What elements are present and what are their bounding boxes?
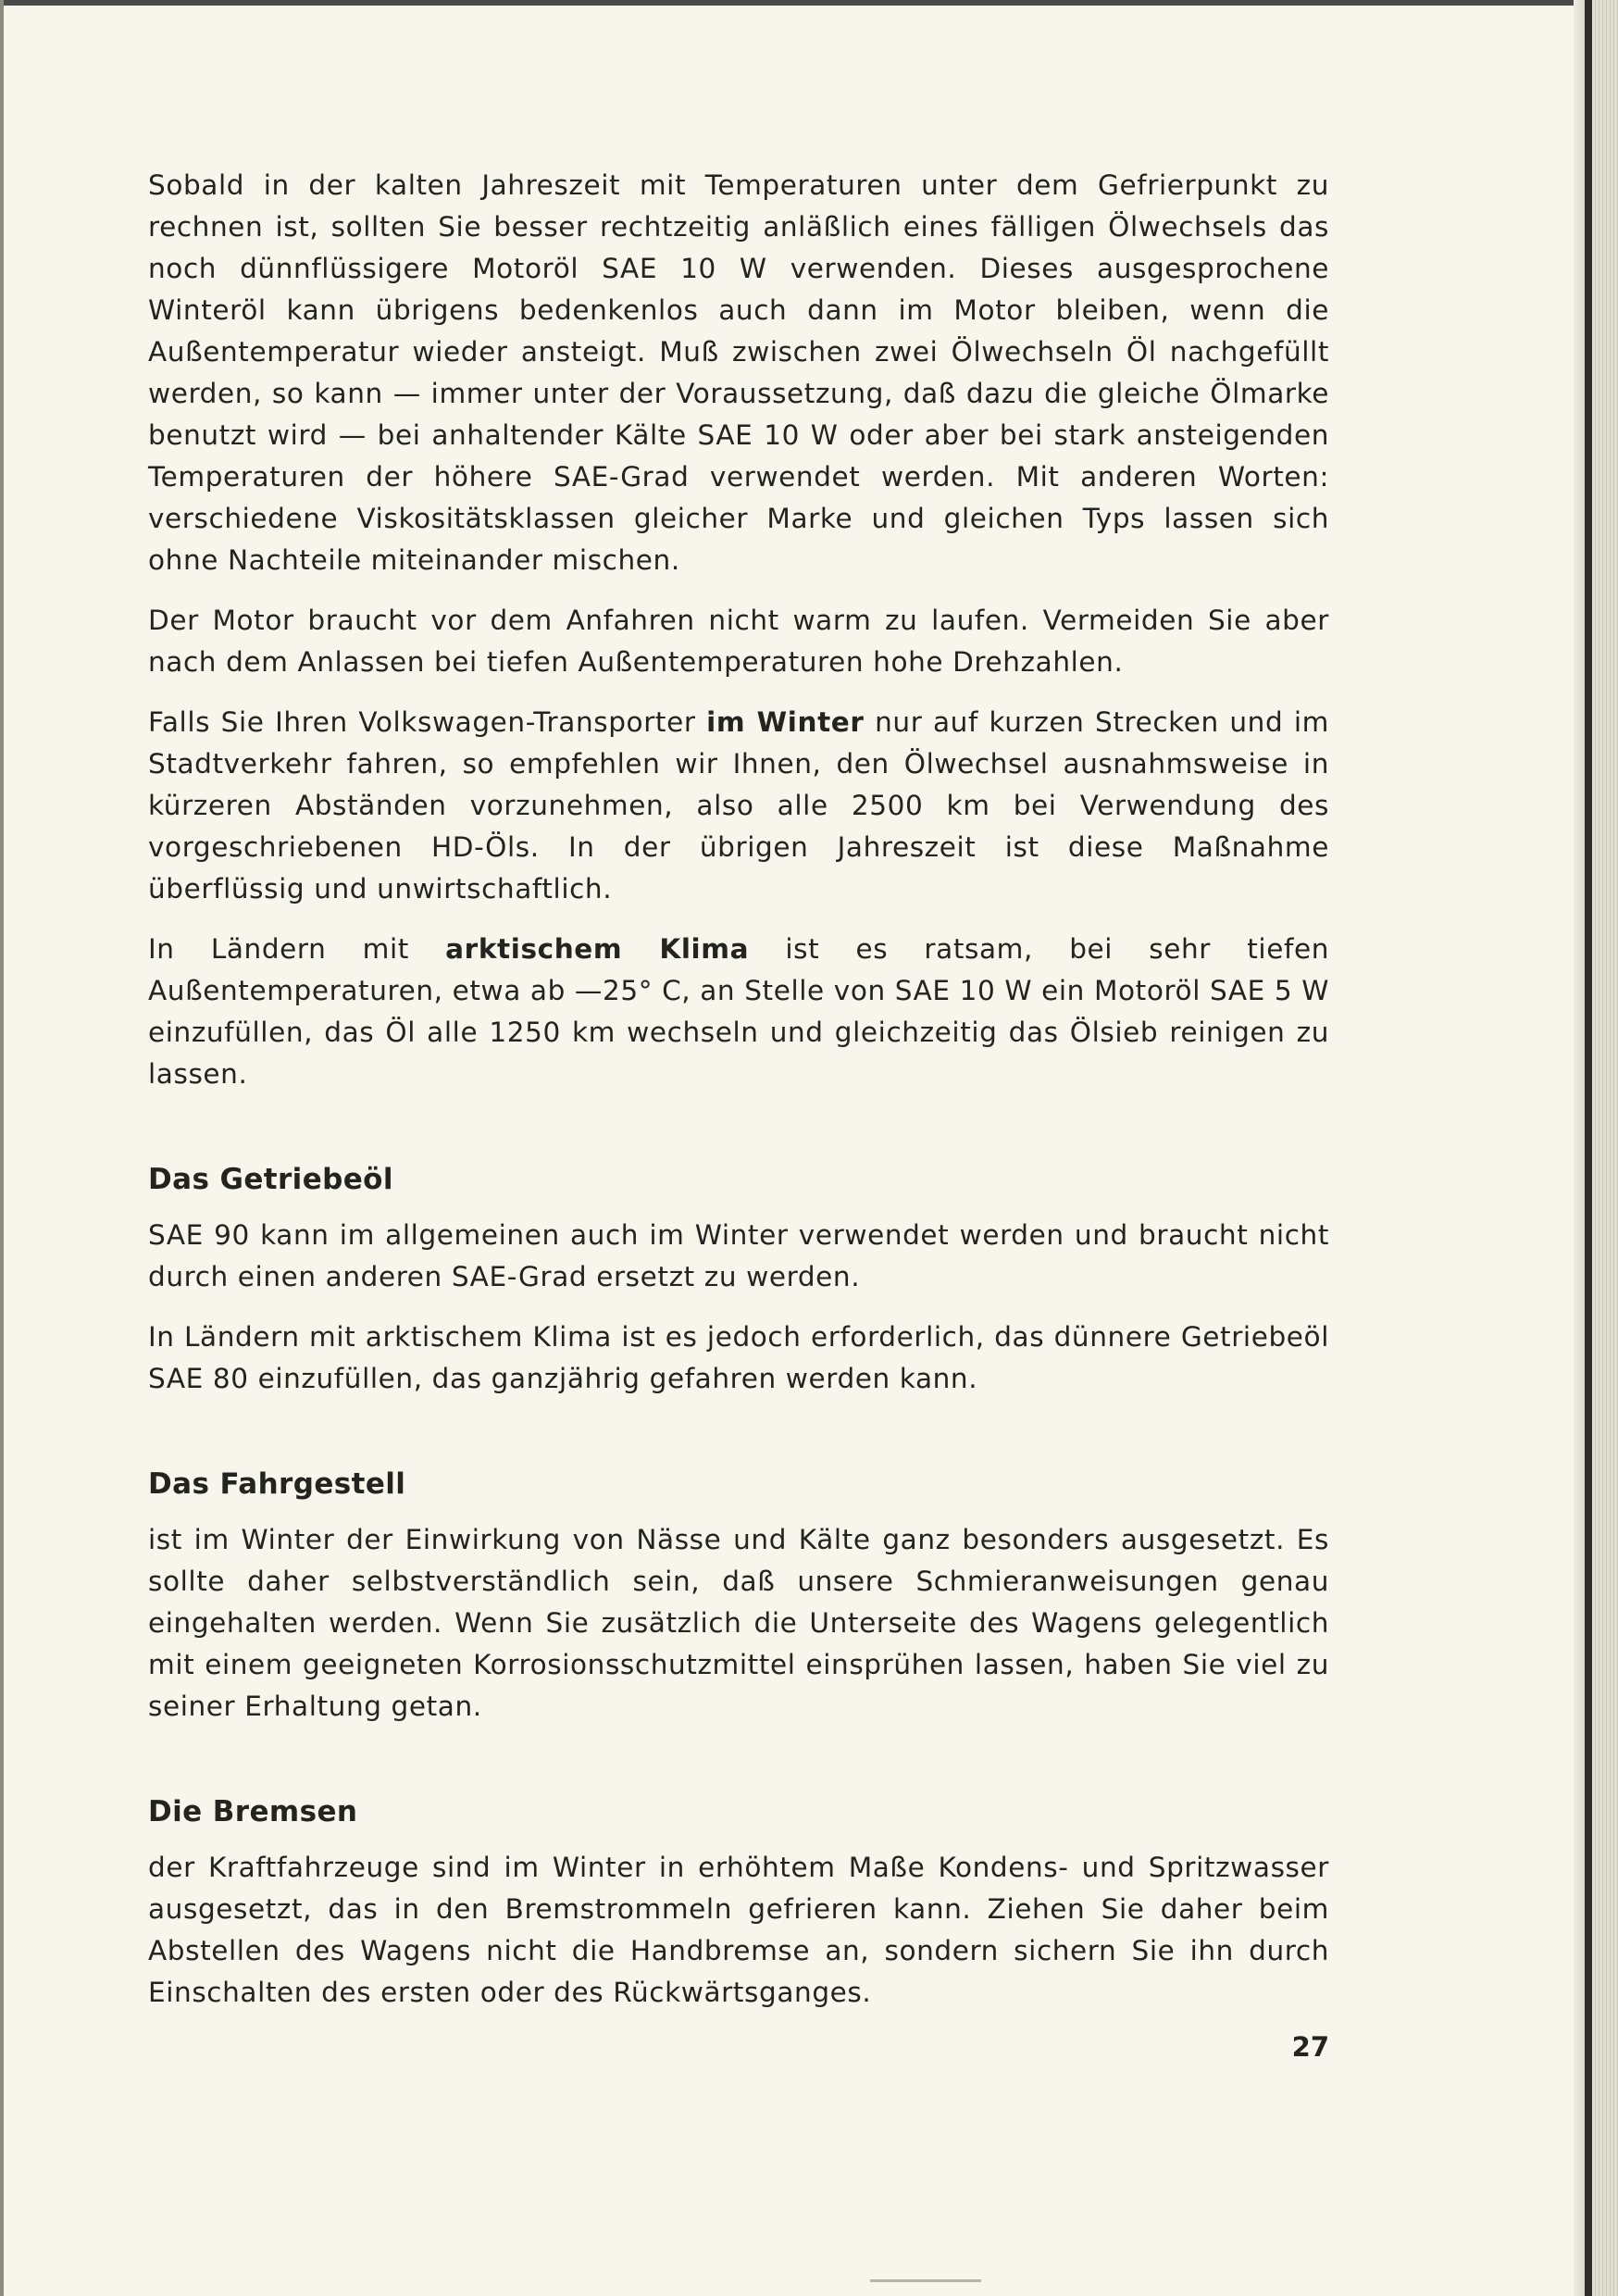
page-left-edge [0,0,4,2296]
section-getriebeoel [148,1159,1329,1400]
page-number: 27 [1291,2031,1329,2063]
bottom-mark [870,2279,981,2282]
page-stack [1592,0,1618,2296]
paragraph-gear-oil-arctic: In Ländern mit arktischem Klima ist es jedoch erforderlich, das dünnere Getriebeöl SAE 80 einzufüllen, das ganzjährig gefahren werden kann. [148,1321,1329,1394]
emphasis-im-winter: im Winter [706,706,865,738]
section-fahrgestell [148,1464,1329,1728]
paragraph-chassis: ist im Winter der Einwirkung von Nässe und Kälte ganz besonders ausgesetzt. Es sollte daher selbstverständlich sein, daß unsere Schmieranweisungen genau eingehalten werden. Wenn Sie zusätzlich die Unterseite des Wagens gelegentlich mit einem geeigneten Korrosionsschutzmittel einsprühen lassen, haben Sie viel zu seiner Erhaltung getan. [148,1524,1329,1722]
paragraph-gear-oil: SAE 90 kann im allgemeinen auch im Winter verwendet werden und braucht nicht durch einen anderen SAE-Grad ersetzt zu werden. [148,1219,1329,1292]
text-run: ist es ratsam, bei sehr tiefen Außentemperaturen, etwa ab —25° C, an Stelle von SAE 10 W ein Motoröl SAE 5 W einzufüllen, das Öl alle 1250 km wechseln und gleichzeitig das Ölsieb reinigen zu lassen. [148,933,1330,1090]
page-top-edge [0,0,1588,6]
page-stack-edge [1585,0,1592,2296]
paragraph-arctic-climate [148,929,1329,1095]
paragraph-winter-oil: Sobald in der kalten Jahreszeit mit Temperaturen unter dem Gefrierpunkt zu rechnen ist, sollten Sie besser rechtzeitig anläßlich eines fälligen Ölwechsels das noch dünnflüssigere Motoröl SAE 10 W verwenden. Dieses ausgesprochene Winteröl kann übrigens bedenkenlos auch dann im Motor bleiben, wenn die Außentemperatur wieder ansteigt. Muß zwischen zwei Ölwechseln Öl nachgefüllt werden, so kann — immer unter der Voraussetzung, daß dazu die gleiche Ölmarke benutzt wird — bei anhaltender Kälte SAE 10 W oder aber bei stark ansteigenden Temperaturen der höhere SAE-Grad verwendet werden. Mit anderen Worten: verschiedene Viskositätsklassen gleicher Marke und gleichen Typs lassen sich ohne Nachteile miteinander mischen. [148,169,1329,576]
paragraph-short-trips [148,702,1329,910]
body-text [148,165,1329,2014]
paragraph-engine-warmup: Der Motor braucht vor dem Anfahren nicht warm zu laufen. Vermeiden Sie aber nach dem Anlassen bei tiefen Außentemperaturen hohe Drehzahlen. [148,605,1329,678]
text-run: nur auf kurzen Strecken und im Stadtverkehr fahren, so empfehlen wir Ihnen, den Ölwechsel ausnahmsweise in kürzeren Abständen vorzunehmen, also alle 2500 km bei Verwendung des vorgeschriebenen HD-Öls. In der übrigen Jahreszeit ist diese Maßnahme überflüssig und unwirtschaftlich. [148,706,1329,905]
section-heading: Die Bremsen [148,1795,358,1828]
emphasis-arktischem-klima: arktischem Klima [445,933,750,965]
section-bremsen [148,1791,1329,2014]
section-heading: Das Getriebeöl [148,1163,393,1196]
paragraph-brakes: der Kraftfahrzeuge sind im Winter in erhöhtem Maße Kondens- und Spritzwasser ausgesetzt, das in den Bremstrommeln gefrieren kann. Ziehen Sie daher beim Abstellen des Wagens nicht die Handbremse an, sondern sichern Sie ihn durch Einschalten des ersten oder des Rückwärtsganges. [148,1852,1329,2008]
section-heading: Das Fahrgestell [148,1467,406,1501]
text-run: Falls Sie Ihren Volkswagen-Transporter [148,706,707,738]
text-run: In Ländern mit [148,933,446,965]
